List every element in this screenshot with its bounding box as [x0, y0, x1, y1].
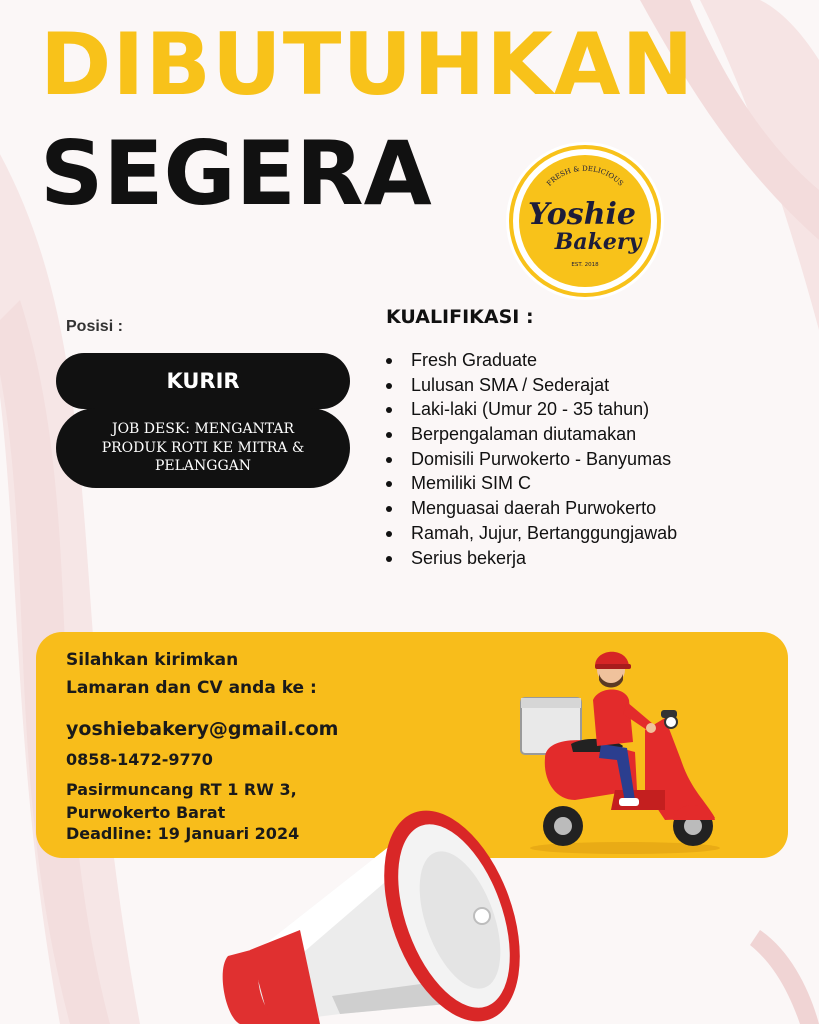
megaphone-icon	[220, 800, 560, 1024]
qualification-item: Serius bekerja	[384, 546, 677, 571]
position-title: KURIR	[56, 353, 350, 409]
logo-top-text: FRESH & DELICIOUS	[545, 164, 625, 188]
logo-name-line1: Yoshie	[527, 197, 637, 232]
contact-email[interactable]: yoshiebakery@gmail.com	[66, 718, 339, 740]
qualification-item: Domisili Purwokerto - Banyumas	[384, 447, 677, 472]
contact-phone[interactable]: 0858-1472-9770	[66, 750, 213, 769]
qualification-item: Lulusan SMA / Sederajat	[384, 373, 677, 398]
yoshie-bakery-logo	[504, 140, 666, 302]
contact-address-line1: Pasirmuncang RT 1 RW 3,	[66, 780, 297, 799]
qualifications-title: KUALIFIKASI :	[386, 306, 534, 328]
qualifications-list	[384, 348, 677, 570]
qualification-item: Fresh Graduate	[384, 348, 677, 373]
qualification-item: Berpengalaman diutamakan	[384, 422, 677, 447]
qualification-item: Menguasai daerah Purwokerto	[384, 496, 677, 521]
job-desk-box	[56, 408, 350, 488]
position-label: Posisi :	[66, 318, 123, 335]
logo-name-line2: Bakery	[554, 229, 642, 255]
contact-deadline: Deadline: 19 Januari 2024	[66, 824, 300, 843]
qualification-item: Memiliki SIM C	[384, 471, 677, 496]
contact-intro-line1: Silahkan kirimkan	[66, 650, 239, 670]
job-desk-text: JOB DESK: MENGANTAR PRODUK ROTI KE MITRA & PELANGGAN	[101, 420, 305, 475]
qualification-item: Ramah, Jujur, Bertanggungjawab	[384, 521, 677, 546]
headline-segera: SEGERA	[40, 122, 432, 225]
contact-address-line2: Purwokerto Barat	[66, 803, 226, 822]
headline-dibutuhkan: DIBUTUHKAN	[40, 15, 695, 115]
contact-intro-line2: Lamaran dan CV anda ke :	[66, 678, 317, 698]
qualification-item: Laki-laki (Umur 20 - 35 tahun)	[384, 397, 677, 422]
logo-est: EST. 2018	[571, 262, 599, 268]
